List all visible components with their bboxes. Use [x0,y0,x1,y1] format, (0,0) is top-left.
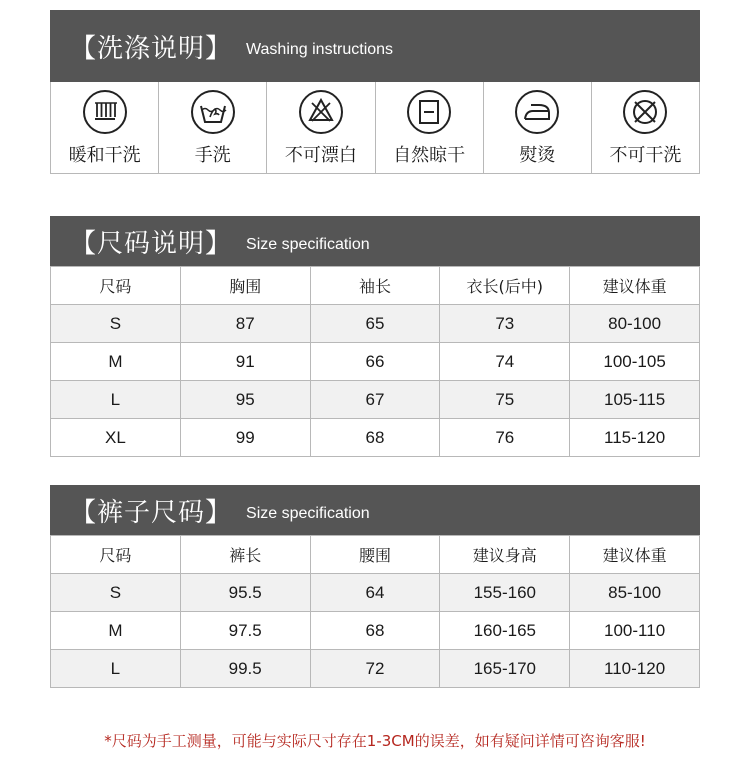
column-header: 尺码 [51,536,181,574]
table-cell: S [51,305,181,343]
wash-label: 暖和干洗 [68,144,141,166]
table-row [51,612,700,650]
table-cell: 66 [310,343,440,381]
size-table [50,266,700,457]
wash-label: 手洗 [194,144,231,166]
table-row [51,305,700,343]
size-title: 【尺码说明】 [70,228,233,259]
table-cell: S [51,574,181,612]
table-cell: L [51,381,181,419]
wash-label: 不可漂白 [284,144,357,166]
table-cell: L [51,650,181,688]
table-cell: 100-105 [570,343,700,381]
table-cell: 67 [310,381,440,419]
table-row [51,381,700,419]
table-row [51,419,700,457]
pants-table [50,535,700,688]
pants-header [50,485,700,535]
washing-subtitle: Washing instructions [246,41,394,58]
column-header: 腰围 [310,536,440,574]
table-cell: 64 [310,574,440,612]
table-cell: 68 [310,612,440,650]
table-cell: 160-165 [440,612,570,650]
natural-dry-icon [406,89,452,135]
wash-label: 自然晾干 [393,144,466,166]
table-cell: 97.5 [180,612,310,650]
column-header: 袖长 [310,267,440,305]
table-cell: 72 [310,650,440,688]
table-cell: 115-120 [570,419,700,457]
no-bleach-icon [298,89,344,135]
wash-label: 熨烫 [519,144,556,166]
wash-item-no-dry-clean [591,82,699,173]
column-header: 建议体重 [570,536,700,574]
table-cell: 85-100 [570,574,700,612]
table-cell: 100-110 [570,612,700,650]
pants-title: 【裤子尺码】 [70,497,233,528]
table-cell: 74 [440,343,570,381]
washing-icons-row [50,82,700,174]
table-cell: XL [51,419,181,457]
iron-icon [514,89,560,135]
wash-item-natural-dry [375,82,483,173]
wash-item-iron [483,82,591,173]
column-header: 建议身高 [440,536,570,574]
wash-label: 不可干洗 [609,144,682,166]
table-cell: 165-170 [440,650,570,688]
table-cell: 76 [440,419,570,457]
table-cell: M [51,343,181,381]
wash-item-no-bleach [266,82,374,173]
column-header: 建议体重 [570,267,700,305]
size-section [50,216,700,457]
table-cell: 91 [180,343,310,381]
measurement-note: *尺码为手工测量，可能与实际尺寸存在1-3CM的误差，如有疑问详情可咨询客服! [104,732,646,750]
washing-header [50,10,700,82]
column-header: 尺码 [51,267,181,305]
table-row [51,343,700,381]
washing-title: 【洗涤说明】 [70,33,233,64]
pants-subtitle: Size specification [246,505,370,522]
table-cell: 110-120 [570,650,700,688]
washing-section [50,10,700,174]
table-cell: 75 [440,381,570,419]
table-cell: 73 [440,305,570,343]
table-cell: 87 [180,305,310,343]
table-row [51,650,700,688]
no-dry-clean-icon [622,89,668,135]
table-cell: 68 [310,419,440,457]
table-header-row [51,536,700,574]
size-subtitle: Size specification [246,236,370,253]
table-row [51,574,700,612]
wash-item-hand-wash [158,82,266,173]
table-cell: 80-100 [570,305,700,343]
table-cell: 95.5 [180,574,310,612]
table-cell: 105-115 [570,381,700,419]
table-cell: 155-160 [440,574,570,612]
size-header [50,216,700,266]
table-cell: 65 [310,305,440,343]
table-cell: M [51,612,181,650]
pants-section [50,485,700,688]
table-cell: 95 [180,381,310,419]
table-header-row [51,267,700,305]
warm-tumble-dry-icon [82,89,128,135]
column-header: 胸围 [180,267,310,305]
column-header: 衣长(后中) [440,267,570,305]
table-cell: 99.5 [180,650,310,688]
column-header: 裤长 [180,536,310,574]
hand-wash-icon [190,89,236,135]
wash-item-warm-dry [51,82,158,173]
table-cell: 99 [180,419,310,457]
